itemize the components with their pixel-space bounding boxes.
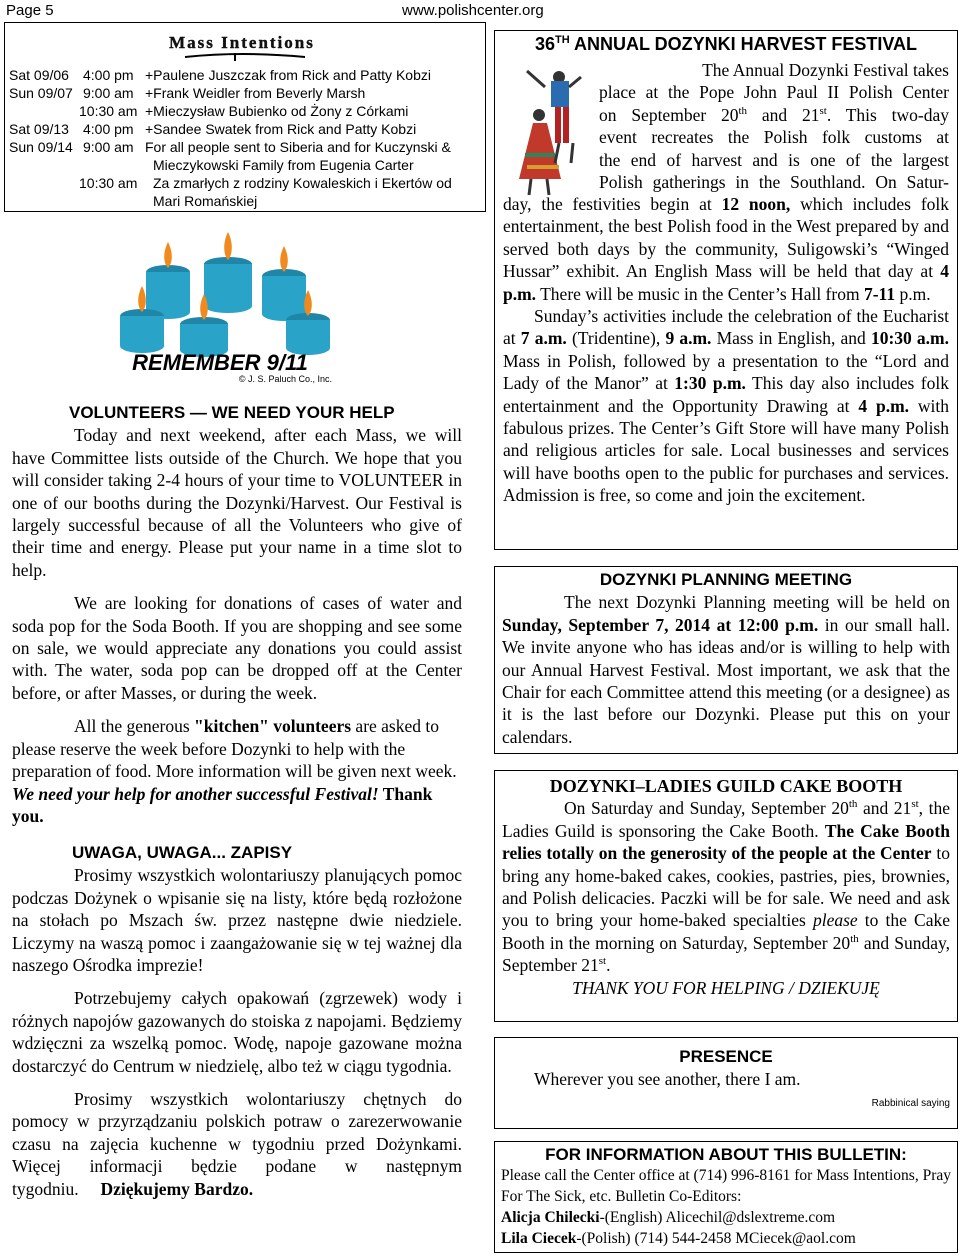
- presence-attribution: Rabbinical saying: [871, 1097, 950, 1109]
- mass-date: Sat 09/06: [9, 67, 69, 83]
- mass-time: 9:00 am: [83, 139, 134, 155]
- festival-line-2: place at the Pope John Paul II Polish Center: [599, 82, 949, 103]
- presence-title: PRESENCE: [679, 1047, 773, 1066]
- paluch-copyright: © J. S. Paluch Co., Inc.: [238, 374, 332, 384]
- cake-booth-thanks: THANK YOU FOR HELPING / DZIEKUJĘ: [572, 977, 880, 998]
- uwaga-paragraph-1: Prosimy wszystkich wolontariuszy planujących pomoc podczas Dożynek o wpisanie się na listy, które będą rozłożone na stołach po Mszach św. przez następne dwie niedziele. Liczymy na waszą pomoc i zaangażowanie się w tej ważnej dla naszego Ośrodka imprezie!: [12, 865, 462, 976]
- mass-intention-text: +Frank Weidler from Beverly Marsh: [145, 85, 366, 101]
- mass-time: 9:00 am: [83, 85, 134, 101]
- festival-paragraph-2: Sunday’s activities include the celebration of the Eucharist at 7 a.m. (Tridentine), 9 a.m. Mass in English, and 10:30 a.m. Mass in Polish, followed by a presentation to the “Lord and Lady of the Manor” at 1:30 p.m. This day also includes folk entertainment and the Opportunity Drawing at 4 p.m. with fabulous prizes. The Center’s Gift Store will have many Polish and religious articles for sale. Local businesses and services will have booths open to the public for purchases and services. Admission is free, so come and join the excitement.: [503, 306, 950, 506]
- planning-meeting-box: [494, 566, 958, 754]
- candles-group: [120, 232, 330, 357]
- folk-dancers-image: [515, 67, 591, 199]
- volunteers-section: [12, 402, 462, 827]
- remember-911-candles-image: [108, 224, 336, 384]
- mass-intention-text: Mieczykowski Family from Eugenia Carter: [153, 157, 414, 173]
- mass-intention-text: +Paulene Juszczak from Rick and Patty Kobzi: [145, 67, 431, 83]
- editor-english: Alicja Chilecki-(English) Alicechil@dslextreme.com: [501, 1209, 836, 1226]
- bulletin-info-box: [494, 1141, 958, 1253]
- mass-date: Sun 09/14: [9, 139, 73, 155]
- cake-booth-box: [494, 770, 958, 1022]
- mass-time: 10:30 am: [79, 103, 138, 119]
- planning-paragraph: The next Dozynki Planning meeting will be held on Sunday, September 7, 2014 at 12:00 p.m. in our small hall. We invite anyone who has ideas and/or is willing to help with our Annual Harvest Festival. Most important, we ask that the Chair for each Committee attend this meeting (or a designee) as it is the last before our Dozynki. Please put this on your calendars.: [502, 592, 950, 747]
- planning-title: DOZYNKI PLANNING MEETING: [599, 570, 853, 589]
- uwaga-title: UWAGA, UWAGA... ZAPISY: [72, 843, 293, 862]
- volunteers-paragraph-2: We are looking for donations of cases of water and soda pop for the Soda Booth. If you are shopping and see some on sale, we would appreciate any donations you could assist with. The water, soda pop can be dropped off at the Center before, or after Masses, or during the week.: [12, 593, 462, 703]
- uwaga-section: [12, 842, 462, 1200]
- mass-intention-text: For all people sent to Siberia and for Kuczynski &: [145, 139, 451, 155]
- mass-time: 4:00 pm: [83, 121, 134, 137]
- festival-title: 36TH ANNUAL DOZYNKI HARVEST FESTIVAL: [534, 34, 918, 54]
- mass-date: Sun 09/07: [9, 85, 73, 101]
- uwaga-paragraph-3: Prosimy wszystkich wolontariuszy chętnych do pomocy w przyrządzaniu polskich potraw o zarezerwowanie czasu na zajęcia kuchenne w tygodniu przed Dożynkami. Więcej informacji będzie podane w następnym tygodniu. Dziękujemy Bardzo.: [12, 1089, 462, 1199]
- page-number: Page 5: [6, 2, 54, 19]
- mass-intention-text: +Mieczysław Bubienko od Żony z Córkami: [145, 103, 409, 119]
- festival-line-5: the end of harvest and is one of the largest: [599, 149, 949, 170]
- cake-booth-title: DOZYNKI–LADIES GUILD CAKE BOOTH: [549, 776, 903, 796]
- volunteers-paragraph-3: All the generous "kitchen" volunteers are asked to please reserve the week before Dozynki to help with the preparation of food. More information will be given next week. We need your help for another successful Festival! Thank you.: [12, 716, 457, 826]
- festival-line-4: event recreates the Polish folk customs at: [599, 127, 949, 148]
- mass-intentions-banner-text: Mass Intentions: [169, 33, 315, 52]
- cake-booth-paragraph: On Saturday and Sunday, September 20th and 21st, the Ladies Guild is sponsoring the Cake Booth. The Cake Booth relies totally on the generosity of the people at the Center to bring any home-baked cakes, cookies, pastries, pies, brownies, and Polish delicacies. Paczki will be for sale. We need and ask you to bring your home-baked specialties please to the Cake Booth in the morning on Saturday, September 20th and Sunday, September 21st.: [502, 798, 950, 976]
- mass-time: 4:00 pm: [83, 67, 134, 83]
- presence-box: [494, 1037, 958, 1129]
- mass-date: Sat 09/13: [9, 121, 69, 137]
- festival-line-6: Polish gatherings in the Southland. On Satur-: [599, 172, 949, 193]
- volunteers-paragraph-1: Today and next weekend, after each Mass, we will have Committee lists outside of the Church. We hope that you will consider taking 2-4 hours of your time to VOLUNTEER in one of our booths during the Dozynki/Harvest. Our Festival is largely successful because of all the Volunteers who give of their time and energy. Please put your name in a time slot to help.: [12, 425, 462, 580]
- mass-intention-text: Mari Romańskiej: [153, 193, 258, 209]
- website-url[interactable]: www.polishcenter.org: [402, 2, 544, 19]
- editor-polish: Lila Ciecek-(Polish) (714) 544-2458 MCiecek@aol.com: [501, 1230, 856, 1247]
- festival-paragraph-1: day, the festivities begin at 12 noon, which includes folk entertainment, the best Polish food in the West prepared by and served both days by the community, Suligowski’s “Winged Hussar” exhibit. An English Mass will be held that day at 4 p.m. There will be music in the Center’s Hall from 7-11 p.m.: [503, 194, 950, 304]
- harvest-festival-box: [494, 30, 958, 550]
- festival-line-1: The Annual Dozynki Festival takes: [702, 60, 949, 80]
- presence-quote: Wherever you see another, there I am.: [534, 1069, 801, 1090]
- mass-intentions-box: [4, 22, 486, 212]
- info-title: FOR INFORMATION ABOUT THIS BULLETIN:: [545, 1145, 907, 1164]
- festival-line-3: on September 20th and 21st. This two-day: [599, 104, 949, 125]
- mass-time: 10:30 am: [79, 175, 138, 191]
- mass-intention-text: +Sandee Swatek from Rick and Patty Kobzi: [145, 121, 417, 137]
- mass-intention-text: Za zmarłych z rodziny Kowaleskich i Ekertów od: [153, 175, 452, 191]
- remember-911-text: REMEMBER 9/11: [132, 350, 308, 375]
- uwaga-paragraph-2: Potrzebujemy całych opakowań (zgrzewek) wody i różnych napojów gazowanych do stoiska z napojami. Będziemy wdzięczni za wszelką pomoc. Wodę, napoje gazowane można dostarczyć do Centrum w niedzielę, albo też w ciągu tygodnia.: [12, 988, 462, 1076]
- mass-intentions-banner: [115, 27, 370, 61]
- volunteers-title: VOLUNTEERS — WE NEED YOUR HELP: [69, 403, 395, 422]
- info-body: Please call the Center office at (714) 996-8161 for Mass Intentions, Pray For The Sick, etc. Bulletin Co-Editors:: [501, 1167, 951, 1205]
